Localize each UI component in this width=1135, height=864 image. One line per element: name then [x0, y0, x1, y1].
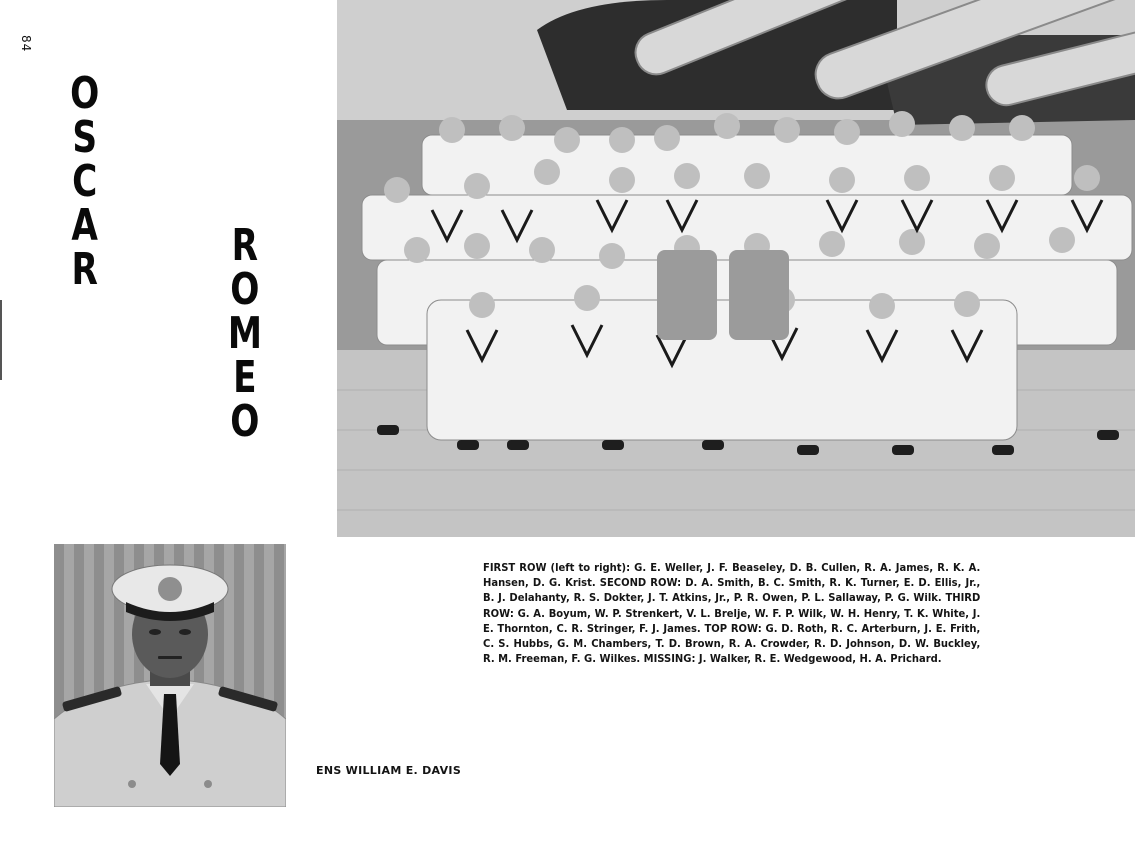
heading-letter: O	[230, 396, 260, 447]
heading-letter: A	[71, 200, 98, 251]
portrait-photo-art	[54, 544, 286, 807]
heading-oscar	[70, 68, 100, 295]
heading-letter: R	[71, 244, 98, 295]
heading-letter: C	[72, 156, 98, 207]
group-photo	[337, 0, 1135, 537]
heading-letter: S	[72, 112, 98, 163]
group-caption: FIRST ROW (left to right): G. E. Weller, J. F. Beaseley, D. B. Cullen, R. A. James, R. K. A. Hansen, D. G. Krist. SECOND ROW: D. A. Smith, B. C. Smith, R. K. Turner, E. D. Ellis, Jr., B. J. Delahanty, R. S. Dokter, J. T. Atkins, Jr., P. R. Owen, P. L. Sallaway, P. G. Wilk. THIRD ROW: G. A. Boyum, W. P. Strenkert, V. L. Brelje, W. F. P. Wilk, W. H. Henry, T. K. White, J. E. Thornton, C. R. Stringer, F. J. James. TOP ROW: G. D. Roth, R. C. Arterburn, J. E. Frith, C. S. Hubbs, G. M. Chambers, T. D. Brown, R. A. Crowder, R. D. Johnson, D. W. Buckley, R. M. Freeman, F. G. Wilkes. MISSING: J. Walker, R. E. Wedgewood, H. A. Prichard.	[483, 562, 981, 666]
heading-letter: E	[233, 352, 257, 403]
group-photo-art	[337, 0, 1135, 537]
heading-letter: M	[227, 308, 262, 359]
heading-letter: O	[230, 264, 260, 315]
portrait-caption: ENS WILLIAM E. DAVIS	[316, 764, 462, 777]
heading-letter: R	[231, 220, 259, 271]
heading-romeo	[227, 220, 262, 447]
page-number: 84	[19, 35, 33, 53]
heading-letter: O	[70, 68, 100, 119]
page-edge-rule	[0, 300, 2, 380]
portrait-photo	[54, 544, 286, 807]
